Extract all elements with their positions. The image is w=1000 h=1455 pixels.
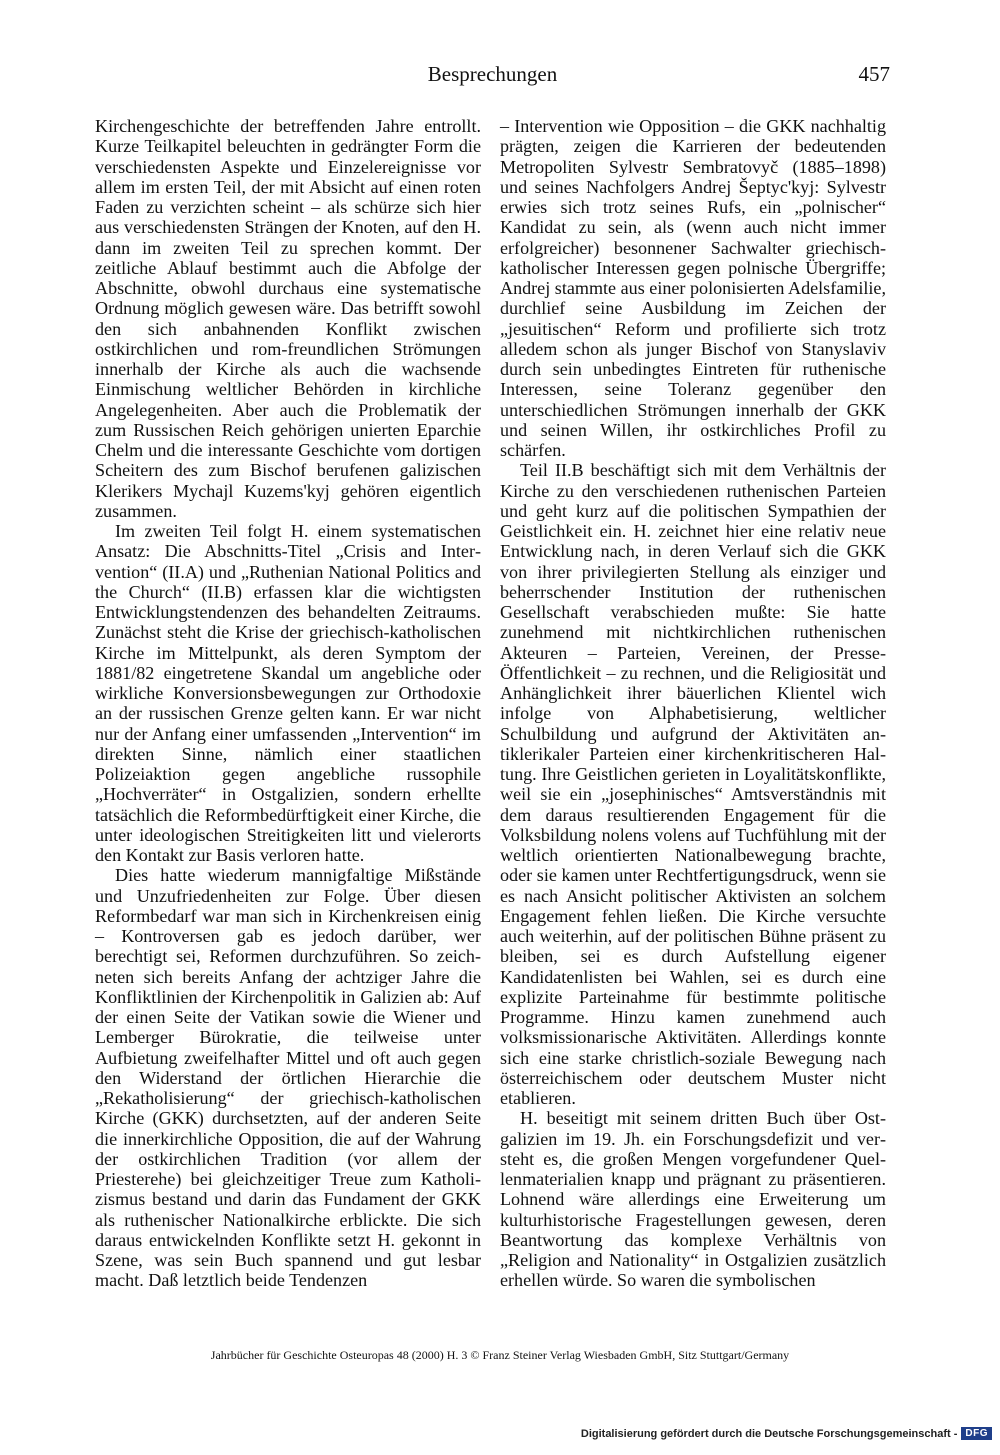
dfg-logo-icon: DFG (961, 1427, 992, 1440)
page-header (95, 62, 890, 98)
digitization-credit (581, 1427, 992, 1440)
left-column (95, 116, 481, 1291)
paragraph: Kirchengeschichte der betreffenden Jahre entrollt. Kurze Teilkapitel beleuchten in gedrängter Form die verschiedensten Aspekte und Einzelereignisse vor allem im ersten Teil, der mit Absicht auf einen roten Faden zu verzichten scheint – als schürze sich hier aus verschiedensten Strängen der Knoten, auf den H. dann im zweiten Teil zu sprechen kommt. Der zeitliche Ablauf bestimmt auch die Abfolge der Abschnitte, obwohl durchaus eine systematische Ordnung möglich gewesen wäre. Das betrifft sowohl den sich anbahnenden Konflikt zwischen ostkirchlichen und rom-freundlichen Strömungen innerhalb der Kirche als auch die wachsende Einmischung weltlicher Behörden in kirchliche Angelegenheiten. Aber auch die Problematik der zum Russischen Reich gehörigen unierten Eparchie Chelm und die interessante Geschichte vom dortigen Scheitern des zum Bischof berufenen galizischen Klerikers Mychajl Kuzems'kyj gehören eigentlich zusammen. (95, 116, 481, 521)
paragraph: Dies hatte wiederum mannigfaltige Mißstände und Unzufriedenheiten zur Folge. Über diesen Reformbedarf war man sich in Kirchenkreisen einig – Kontroversen gab es jedoch darüber, wer berechtigt sei, Reformen durchzuführen. So zeichneten sich bereits Anfang der achtziger Jahre die Konfliktlinien der Kirchenpolitik in Galizien ab: Auf der einen Seite der Vatikan sowie die Wiener und Lemberger Bürokratie, die teilweise unter Aufbietung zweifelhafter Mittel und oft auch gegen den Widerstand der örtlichen Hierarchie die „Rekatholisierung“ der griechisch-katholischen Kirche (GKK) durchsetzten, auf der anderen Seite die innerkirchliche Opposition, die auf der Wahrung der ostkirchlichen Tradition (vor allem der Priesterehe) bei gleichzeitiger Treue zum Katholizismus bestand und darin das Fundament der GKK als ruthenischer Nationalkirche erblickte. Die sich daraus entwickelnden Konflikte setzt H. gekonnt in Szene, was sein Buch spannend und gut lesbar macht. Daß letztlich beide Tendenzen (95, 865, 481, 1291)
digitization-note: Digitalisierung gefördert durch die Deutsche Forschungsgemeinschaft - (580, 1427, 958, 1440)
paragraph: Im zweiten Teil folgt H. einem systematischen Ansatz: Die Abschnitts-Titel „Crisis and Intervention“ (II.A) und „Ruthenian National Politics and the Church“ (II.B) erfassen klar die wichtigsten Entwicklungstendenzen des behandelten Zeitraums. Zunächst steht die Krise der griechisch-katholischen Kirche im Mittelpunkt, als deren Symptom der 1881/82 eingetretene Skandal um angebliche oder wirkliche Konversionsbewegungen zur Orthodoxie an der russischen Grenze gelten kann. Er war nicht nur der Anfang einer umfassenden „Intervention“ im direkten Sinne, nämlich einer staatlichen Polizeiaktion gegen angebliche russophile „Hochverräter“ in Ostgalizien, sondern erhellte tatsächlich die Reformbedürftigkeit einer Kirche, die unter ideologischen Streitigkeiten litt und vielerorts den Kontakt zur Basis verloren hatte. (95, 521, 481, 865)
journal-footer: Jahrbücher für Geschichte Osteuropas 48 (2000) H. 3 © Franz Steiner Verlag Wiesbaden GmbH, Sitz Stuttgart/Germany (210, 1348, 790, 1362)
right-column (500, 116, 886, 1291)
page-number: 457 (858, 62, 890, 86)
paragraph: Teil II.B beschäftigt sich mit dem Verhältnis der Kirche zu den verschiedenen ruthenischen Parteien und geht kurz auf die politischen Sympathien der Geistlichkeit ein. H. zeichnet hier eine relativ neue Entwicklung nach, in deren Verlauf sich die GKK von ihrer privilegierten Stellung als einziger und beherrschender Institution der ruthenischen Gesellschaft verabschieden mußte: Sie hatte zunehmend mit nichtkirchlichen ruthenischen Akteuren – Parteien, Vereinen, der Presse-Öffentlichkeit – zu rechnen, und die Religiosität und Anhänglichkeit ihrer bäuerlichen Klientel wich infolge von Alphabetisierung, weltlicher Schulbildung und aufgrund der Aktivitäten antiklerikaler Parteien einer kirchenkritischeren Haltung. Ihre Geistlichen gerieten in Loyalitätskonflikte, weil sie ein „josephinisches“ Amtsverständnis mit dem daraus resultierenden Engagement für die Volksbildung nolens volens auf Tuchfühlung mit der weltlich orientierten Nationalbewegung brachte, oder sie kamen unter Rechtfertigungsdruck, wenn sie es nach Ansicht politischer Aktivisten an solchem Engagement fehlen ließen. Die Kirche versuchte auch weiterhin, auf der politischen Bühne präsent zu bleiben, sei es durch Aufstellung eigener Kandidatenlisten bei Wahlen, sei es durch eine explizite Parteinahme für bestimmte politische Programme. Hinzu kamen zunehmend auch volksmissionarische Aktivitäten. Allerdings konnte sich eine starke christlich-soziale Bewegung nach österreichischem oder deutschem Muster nicht etablieren. (500, 460, 886, 1108)
running-head: Besprechungen (427, 62, 558, 86)
paragraph: – Intervention wie Opposition – die GKK nachhaltig prägten, zeigen die Karrieren der bedeutenden Metropoliten Sylvestr Sembratovyč (1885–1898) und seines Nachfolgers Andrej Šeptyc'kyj: Sylvestr erwies sich trotz seines Rufs, ein „polnischer“ Kandidat zu sein, als (wenn auch nicht immer erfolgreicher) besonnener Sachwalter griechisch-katholischer Interessen gegen polnische Übergriffe; Andrej stammte aus einer polonisierten Adelsfamilie, durchlief seine Ausbildung im Zeichen der „jesuitischen“ Reform und profilierte sich trotz alledem schon als junger Bischof von Stanyslaviv durch sein unbedingtes Eintreten für ruthenische Interessen, seine Toleranz gegenüber den unterschiedlichen Strömungen innerhalb der GKK und seinen Willen, ihr ostkirchliches Profil zu schärfen. (500, 116, 886, 460)
paragraph: H. beseitigt mit seinem dritten Buch über Ostgalizien im 19. Jh. ein Forschungsdefizit und versteht es, die großen Mengen vorgefundener Quellenmaterialien knapp und prägnant zu präsentieren. Lohnend wäre allerdings eine Erweiterung um kulturhistorische Fragestellungen gewesen, deren Beantwortung das komplexe Verhältnis von „Religion and Nationality“ in Ostgalizien zusätzlich erhellen würde. So waren die symbolischen (500, 1108, 886, 1291)
